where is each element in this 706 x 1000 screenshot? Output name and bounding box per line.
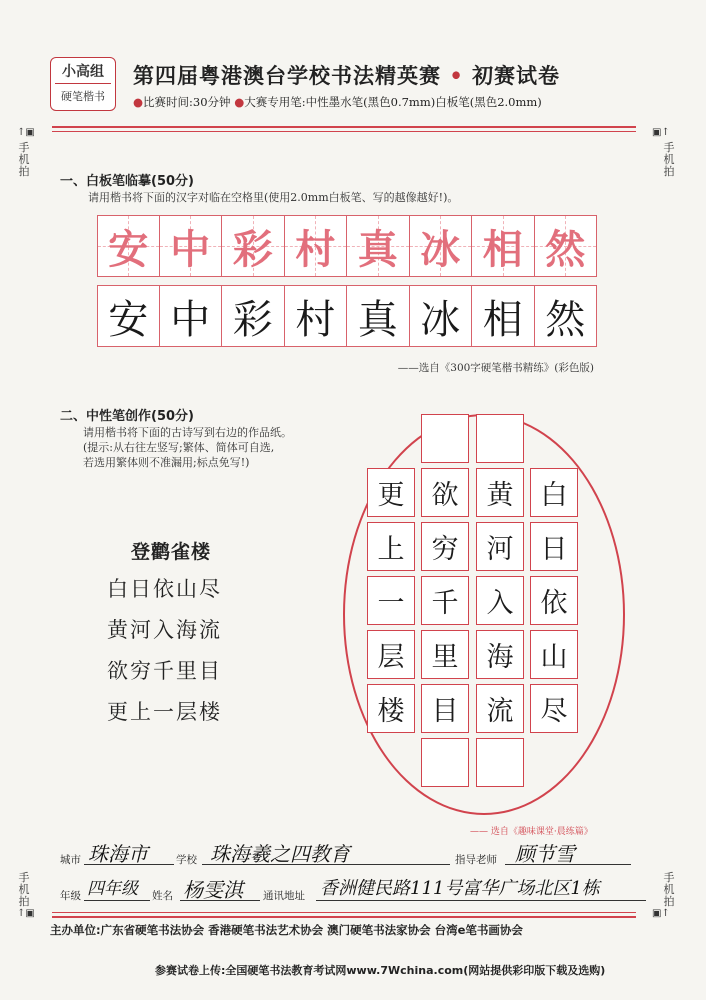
school-line: [202, 864, 450, 865]
header-rule: [52, 126, 636, 128]
model-cell: 中: [160, 215, 223, 277]
poem-char-cell: 流: [476, 684, 524, 733]
copy-cell: 相: [472, 285, 535, 347]
title-suffix: 初赛试卷: [472, 63, 561, 88]
teacher-label: 指导老师: [455, 854, 497, 866]
name-line: [180, 900, 260, 901]
poem-char-cell: 更: [367, 468, 415, 517]
poem-char-cell: 入: [476, 576, 524, 625]
camera-icon: ▣↑: [652, 908, 670, 919]
footer-rule: [52, 916, 636, 918]
poem-title: 登鹳雀楼: [131, 541, 212, 563]
empty-cell: [476, 738, 524, 787]
city-label: 城市: [60, 854, 81, 866]
model-cell: 然: [535, 215, 598, 277]
poem-char-cell: 里: [421, 630, 469, 679]
school-value: 珠海羲之四教育: [210, 842, 350, 866]
exam-pens: 大赛专用笔:中性墨水笔(黑色0.7mm)白板笔(黑色2.0mm): [244, 95, 542, 109]
copy-cell: 村: [285, 285, 348, 347]
name-label: 姓名: [152, 890, 173, 902]
copy-cell: 安: [97, 285, 160, 347]
teacher-line: [505, 864, 631, 865]
copy-cell: 冰: [410, 285, 473, 347]
poem-line: 更上一层楼: [107, 700, 222, 724]
exam-time: 比赛时间:30分钟: [143, 95, 231, 109]
school-label: 学校: [176, 854, 197, 866]
model-cell: 相: [472, 215, 535, 277]
poem-char-cell: 楼: [367, 684, 415, 733]
teacher-value: 顾节雪: [515, 842, 575, 866]
section1-heading: 一、白板笔临摹(50分): [60, 174, 194, 189]
empty-cell: [421, 738, 469, 787]
badge-divider: [55, 83, 111, 84]
poem-line: 白日依山尽: [107, 577, 222, 601]
model-cell: 彩: [222, 215, 285, 277]
camera-icon: ↑▣: [17, 127, 35, 138]
copy-cell: 中: [160, 285, 223, 347]
model-cell: 真: [347, 215, 410, 277]
poem-char-cell: 一: [367, 576, 415, 625]
poem-char-cell: 白: [530, 468, 578, 517]
address-line: [316, 900, 646, 901]
poem-line: 黄河入海流: [107, 618, 222, 642]
poem-line: 欲穷千里目: [107, 659, 222, 683]
category-label: 硬笔楷书: [61, 90, 105, 103]
poem-char-cell: 日: [530, 522, 578, 571]
poem-char-cell: 层: [367, 630, 415, 679]
title-main: 第四届粤港澳台学校书法精英赛: [133, 63, 441, 88]
address-label: 通讯地址: [263, 890, 305, 902]
group-label: 小高组: [62, 64, 104, 80]
side-label-right-top: 手机拍: [663, 141, 675, 178]
grade-value: 四年级: [87, 879, 138, 899]
title-dot: •: [449, 63, 464, 88]
side-label-left-top: 手机拍: [18, 141, 30, 178]
empty-cell: [421, 414, 469, 463]
empty-cell: [476, 414, 524, 463]
group-badge: [50, 57, 116, 111]
side-label-left-bottom: 手机拍: [18, 871, 30, 908]
bullet-icon: ●: [234, 95, 245, 109]
section2-instruction-1: 请用楷书将下面的古诗写到右边的作品纸。: [83, 426, 292, 439]
model-cell: 安: [97, 215, 160, 277]
footer-rule-thin: [52, 912, 636, 913]
poem-char-cell: 黄: [476, 468, 524, 517]
camera-icon: ↑▣: [17, 908, 35, 919]
oval-source: —— 选自《趣味课堂·晨练篇》: [470, 827, 593, 837]
page-title: [133, 60, 560, 90]
side-label-right-bottom: 手机拍: [663, 871, 675, 908]
header-rule-thin: [52, 131, 636, 132]
grade-label: 年级: [60, 890, 81, 902]
section2-heading: 二、中性笔创作(50分): [60, 409, 194, 424]
section1-source: ——选自《300字硬笔楷书精练》(彩色版): [397, 362, 594, 374]
model-cell: 冰: [410, 215, 473, 277]
model-cell: 村: [285, 215, 348, 277]
exam-info: [133, 94, 542, 110]
poem-char-cell: 河: [476, 522, 524, 571]
section2-instruction-3: 若选用繁体则不准漏用;标点免写!): [83, 456, 250, 469]
name-value: 杨雯淇: [183, 878, 243, 902]
copy-cell: 彩: [222, 285, 285, 347]
upload-info: 参赛试卷上传:全国硬笔书法教育考试网www.7Wchina.com(网站提供彩印版下载及选购): [155, 964, 606, 977]
poem-char-cell: 欲: [421, 468, 469, 517]
grade-line: [84, 900, 150, 901]
address-value: 香洲健民路111号富华广场北区1栋: [320, 878, 600, 899]
poem-char-cell: 千: [421, 576, 469, 625]
organizers: 主办单位:广东省硬笔书法协会 香港硬笔书法艺术协会 澳门硬笔书法家协会 台湾e笔书画协会: [50, 923, 523, 937]
city-line: [84, 864, 174, 865]
section2-instruction-2: (提示:从右往左竖写;繁体、简体可自选,: [83, 441, 275, 454]
poem-char-cell: 尽: [530, 684, 578, 733]
poem-char-cell: 穷: [421, 522, 469, 571]
copy-grid: [97, 285, 597, 347]
poem-char-cell: 目: [421, 684, 469, 733]
bullet-icon: ●: [133, 95, 144, 109]
poem-char-cell: 海: [476, 630, 524, 679]
poem-char-cell: 上: [367, 522, 415, 571]
camera-icon: ▣↑: [652, 127, 670, 138]
copy-cell: 然: [535, 285, 598, 347]
poem-char-cell: 山: [530, 630, 578, 679]
copy-cell: 真: [347, 285, 410, 347]
city-value: 珠海市: [88, 842, 148, 866]
model-grid: [97, 215, 597, 277]
section1-instruction: 请用楷书将下面的汉字对临在空格里(使用2.0mm白板笔、写的越像越好!)。: [88, 191, 459, 204]
poem-char-cell: 依: [530, 576, 578, 625]
